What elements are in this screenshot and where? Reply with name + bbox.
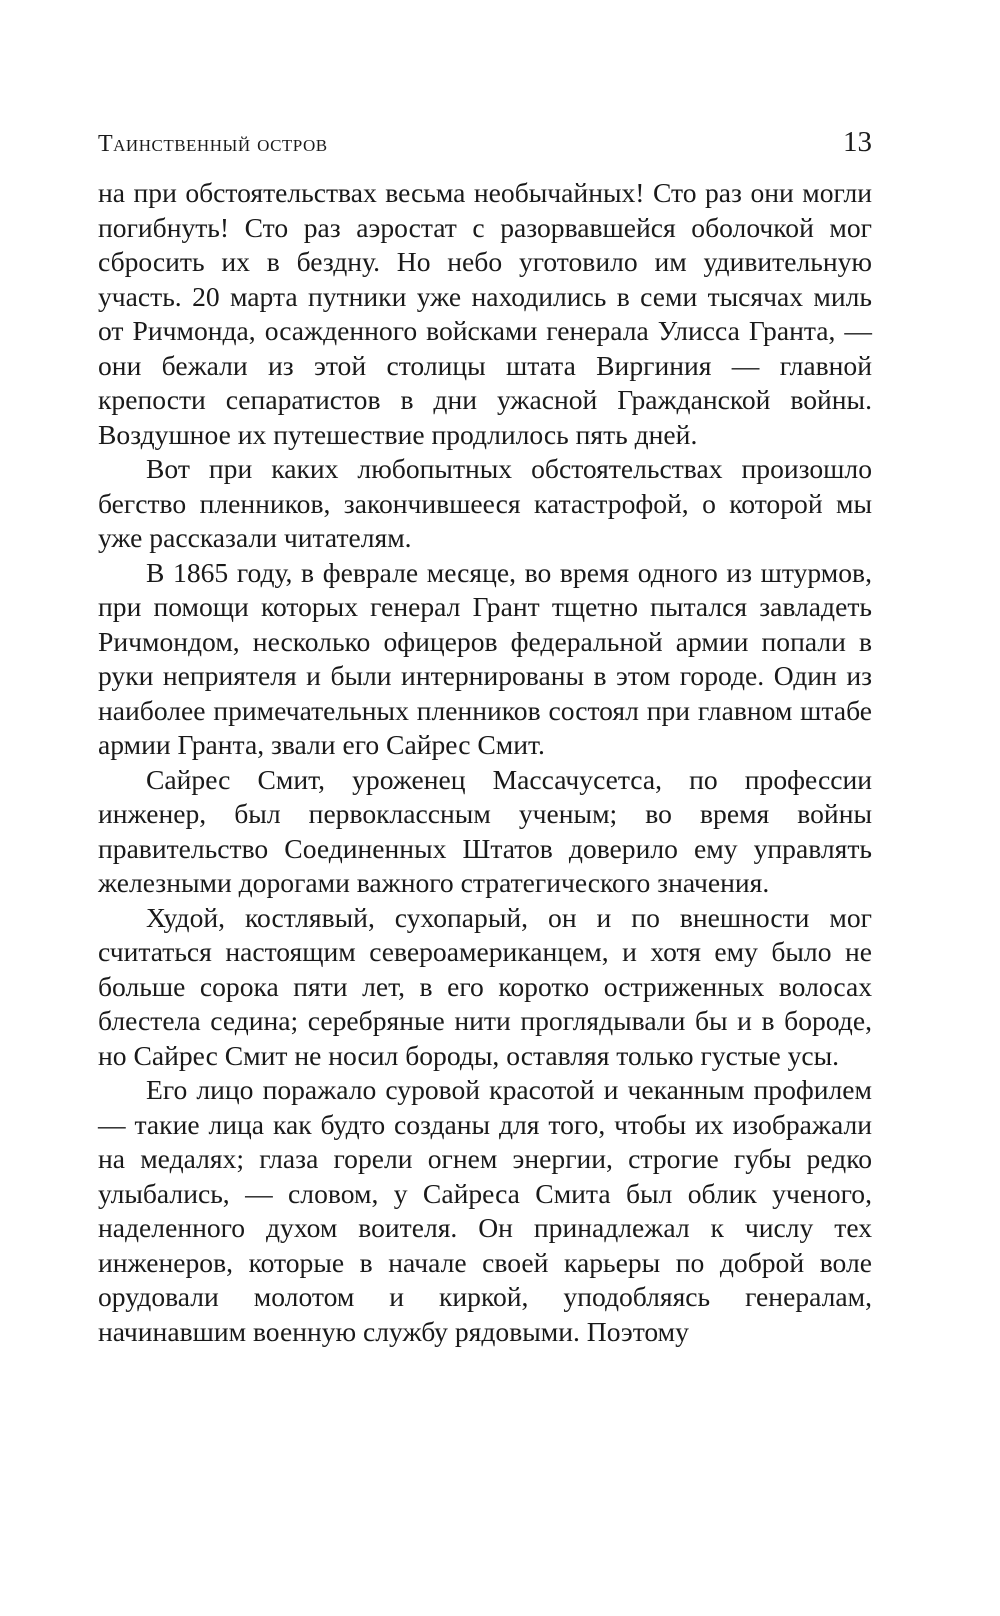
page-header	[98, 126, 872, 176]
page-number: 13	[843, 126, 872, 158]
paragraph: Сайрес Смит, уроженец Массачусетса, по профессии инженер, был первоклассным ученым; во время войны правительство Соединенных Штатов доверило ему управлять железными дорогами важного стратегического значения.	[98, 763, 872, 898]
paragraph: В 1865 году, в феврале месяце, во время одного из штурмов, при помощи которых генерал Грант тщетно пытался завладеть Ричмондом, несколько офицеров федеральной армии попали в руки неприятеля и были интернированы в этом городе. Один из наиболее примечательных пленников состоял при главном штабе армии Гранта, звали его Сайрес Смит.	[98, 556, 872, 760]
paragraph: Его лицо поражало суровой красотой и чеканным профилем — такие лица как будто созданы для того, чтобы их изображали на медалях; глаза горели огнем энергии, строгие губы редко улыбались, — словом, у Сайреса Смита был облик ученого, наделенного духом воителя. Он принадлежал к числу тех инженеров, которые в начале своей карьеры по доброй воле орудовали молотом и киркой, уподобляясь генералам, начинавшим военную службу рядовыми. Поэтому	[98, 1074, 872, 1347]
paragraph-continued: на при обстоятельствах весьма необычайных! Сто раз они могли погибнуть! Сто раз аэростат с разорвавшейся оболочкой мог сбросить их в бездну. Но небо уготовило им удивительную участь. 20 марта путники уже находились в семи тысячах миль от Ричмонда, осажденного войсками генерала Улисса Гранта, — они бежали из этой столицы штата Виргиния — главной крепости сепаратистов в дни ужасной Гражданской войны. Воздушное их путешествие продлилось пять дней.	[98, 177, 872, 450]
page-body	[98, 176, 872, 1349]
paragraph: Вот при каких любопытных обстоятельствах произошло бегство пленников, закончившееся катастрофой, о которой мы уже рассказали читателям.	[98, 453, 872, 553]
running-title: Таинственный остров	[98, 131, 328, 157]
paragraph: Худой, костлявый, сухопарый, он и по внешности мог считаться настоящим североамериканцем, и хотя ему было не больше сорока пяти лет, в его коротко остриженных волосах блестела седина; серебряные нити проглядывали бы и в бороде, но Сайрес Смит не носил бороды, оставляя только густые усы.	[98, 901, 872, 1071]
book-page	[98, 126, 872, 1349]
